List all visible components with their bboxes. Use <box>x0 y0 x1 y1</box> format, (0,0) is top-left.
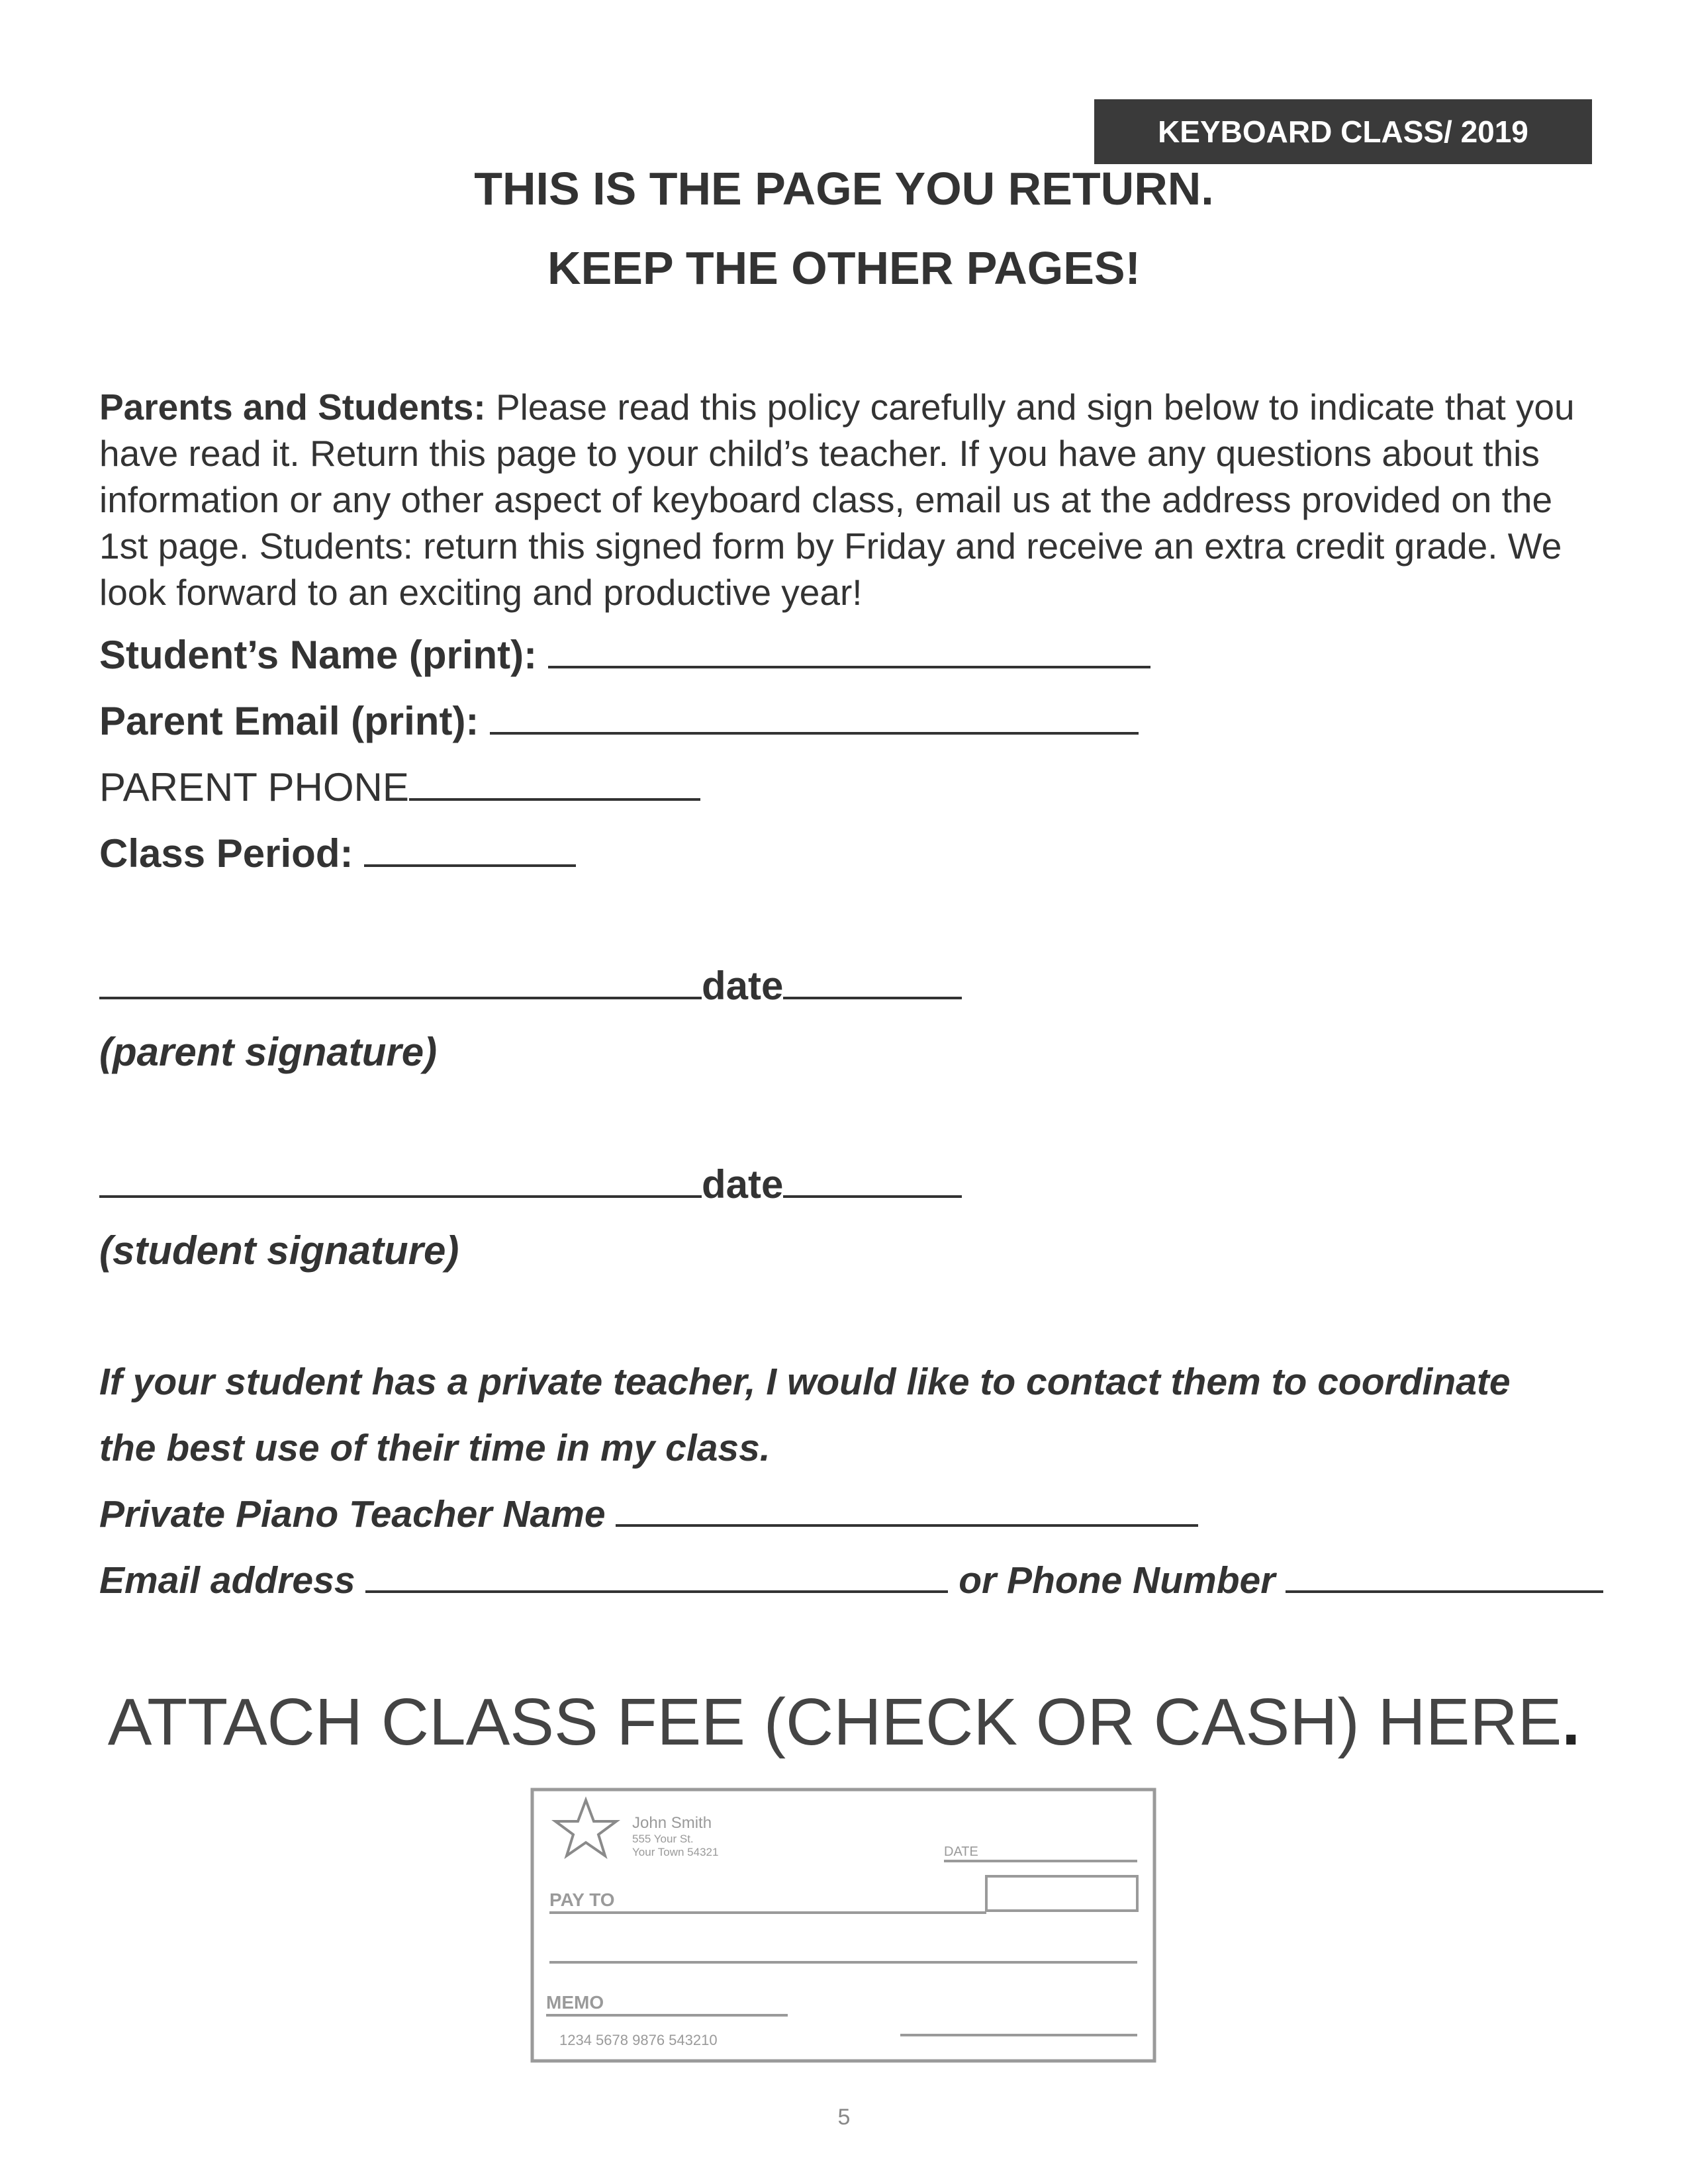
parent-phone-field[interactable] <box>409 766 700 801</box>
check-name: John Smith <box>632 1814 712 1832</box>
parent-date-label: date <box>702 964 784 1008</box>
parent-email-label: Parent Email (print): <box>99 699 491 743</box>
student-date-field[interactable] <box>783 1163 962 1198</box>
check-border <box>532 1790 1154 2061</box>
parent-email-field[interactable] <box>490 700 1139 735</box>
student-name-field[interactable] <box>548 634 1150 668</box>
parent-signature-row <box>99 963 962 1009</box>
class-year-tag-text: KEYBOARD CLASS/ 2019 <box>1158 114 1528 149</box>
check-pay-to-label: PAY TO <box>549 1889 615 1910</box>
student-name-row <box>99 632 1150 678</box>
intro-lead: Parents and Students: <box>99 387 486 428</box>
student-signature-row <box>99 1161 962 1207</box>
parent-phone-label: PARENT PHONE <box>99 765 409 809</box>
parent-signature-caption: (parent signature) <box>99 1030 438 1074</box>
private-teacher-phone-field[interactable] <box>1286 1559 1603 1593</box>
private-teacher-email-field[interactable] <box>365 1559 948 1593</box>
attach-fee-text: ATTACH CLASS FEE (CHECK OR CASH) HERE <box>107 1685 1562 1759</box>
class-period-field[interactable] <box>364 833 576 867</box>
private-teacher-note-2: the best use of their time in my class. <box>99 1427 771 1469</box>
intro-paragraph <box>99 384 1589 615</box>
parent-date-field[interactable] <box>783 965 962 999</box>
class-period-label: Class Period: <box>99 831 365 876</box>
check-town: Your Town 54321 <box>632 1846 719 1858</box>
private-teacher-note-1: If your student has a private teacher, I would like to contact them to coordinate <box>99 1361 1511 1403</box>
private-teacher-phone-label: or Phone Number <box>948 1559 1286 1602</box>
parent-phone-row <box>99 764 700 810</box>
check-date-label: DATE <box>944 1844 978 1859</box>
student-signature-field[interactable] <box>99 1163 702 1198</box>
intro-body: Please read this policy carefully and sign below to indicate that you have read it. Return this page to your child’s teacher. If you have any questions about this information or any other aspect of keyboard class, email us at the address provided on the 1st page. Students: return this signed form by Friday and receive an extra credit grade. We look forward to an exciting and productive year! <box>99 387 1575 613</box>
class-year-tag <box>1094 99 1592 164</box>
private-teacher-name-label: Private Piano Teacher Name <box>99 1493 616 1535</box>
title-line-2: KEEP THE OTHER PAGES! <box>547 242 1141 294</box>
parent-signature-field[interactable] <box>99 965 702 999</box>
student-signature-caption: (student signature) <box>99 1228 459 1273</box>
check-illustration <box>530 1787 1158 2065</box>
private-teacher-name-row <box>99 1492 1198 1536</box>
check-numbers: 1234 5678 9876 543210 <box>559 2032 718 2048</box>
page-number: 5 <box>837 2105 851 2130</box>
class-period-row <box>99 831 576 876</box>
check-memo-label: MEMO <box>546 1992 604 2013</box>
private-teacher-name-field[interactable] <box>616 1492 1198 1527</box>
attach-fee-heading <box>0 1684 1688 1760</box>
title-line-1: THIS IS THE PAGE YOU RETURN. <box>474 163 1214 214</box>
student-date-label: date <box>702 1162 784 1206</box>
student-name-label: Student’s Name (print): <box>99 633 548 677</box>
private-teacher-email-label: Email address <box>99 1559 366 1602</box>
parent-email-row <box>99 698 1139 744</box>
check-street: 555 Your St. <box>632 1833 694 1845</box>
private-teacher-contact-row <box>99 1559 1603 1602</box>
attach-fee-period: . <box>1562 1685 1581 1759</box>
